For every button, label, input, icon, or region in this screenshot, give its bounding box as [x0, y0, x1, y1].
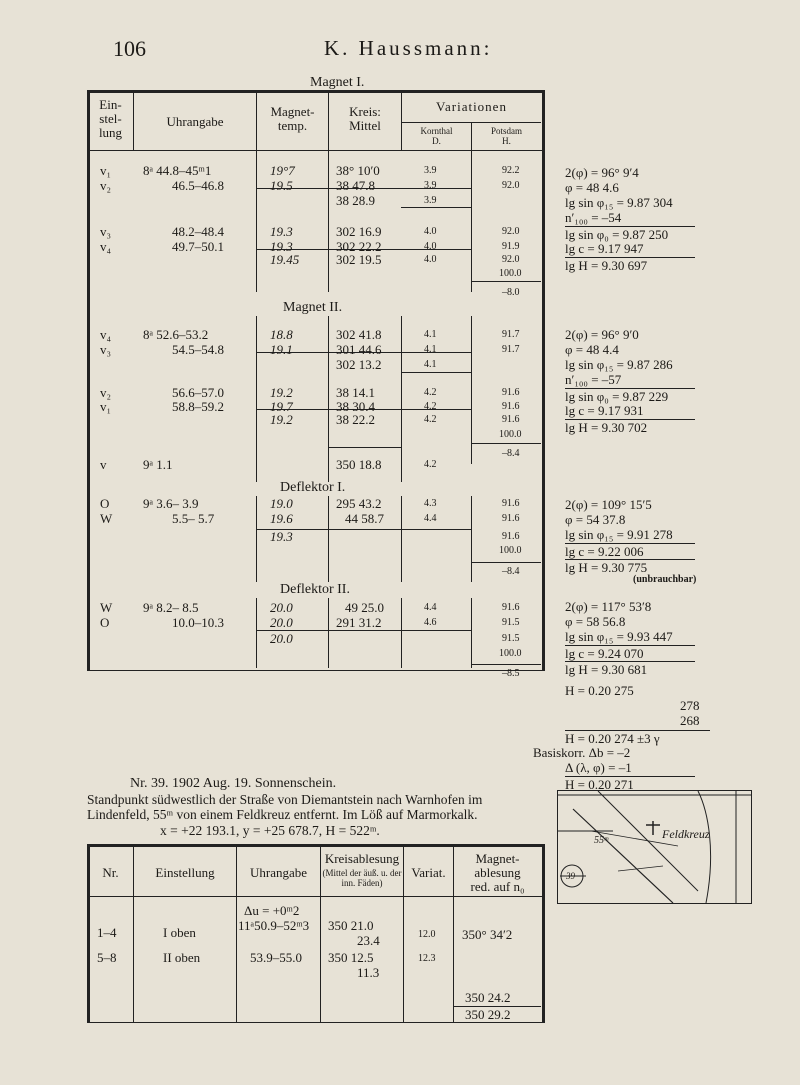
- header-variat: Variat.: [411, 865, 446, 880]
- h-value: H = 0.20 275: [565, 683, 634, 698]
- clock-value: 9ᵃ 8.2– 8.5: [143, 600, 199, 615]
- circle-mean: 38 22.2: [336, 412, 375, 427]
- temp-value: 19.2: [270, 385, 293, 400]
- temp-value: 20.0: [270, 615, 293, 630]
- circle-value: 350 18.8: [336, 457, 382, 472]
- row-magnet: 350 24.2: [465, 990, 511, 1005]
- circle-value: 291 31.2: [336, 615, 382, 630]
- temp-value: 19.3: [270, 239, 293, 254]
- potsdam-value: 100.0: [499, 648, 522, 659]
- section-title: Deflektor II.: [280, 582, 350, 597]
- temp-value: 19.1: [270, 342, 293, 357]
- result-line: φ = 54 37.8: [565, 512, 626, 527]
- kornthal-value: 4.2: [424, 459, 437, 470]
- circle-value: 38 30.4: [336, 399, 375, 414]
- circle-value: 38 14.1: [336, 385, 375, 400]
- potsdam-value: 91.7: [502, 344, 520, 355]
- row-magnet-mean: 350 29.2: [465, 1007, 511, 1022]
- station-label: v₃: [100, 224, 112, 239]
- header-potsdam: Potsdam H.: [490, 126, 522, 146]
- result-line: n′₁₀₀ = –54: [565, 210, 622, 225]
- kornthal-value: 4.2: [424, 387, 437, 398]
- result-line: 2(φ) = 117° 53′8: [565, 599, 652, 614]
- clock-value: 8ᵃ 44.8–45ᵐ1: [143, 163, 212, 178]
- station-label: v: [100, 457, 107, 472]
- location-sketch: [557, 790, 752, 904]
- row-clock: 53.9–55.0: [250, 950, 302, 965]
- result-line: φ = 58 56.8: [565, 614, 626, 629]
- potsdam-value: 100.0: [499, 545, 522, 556]
- row-clock: 11ᵃ50.9–52ᵐ3: [238, 918, 310, 933]
- circle-value: 302 41.8: [336, 327, 382, 342]
- potsdam-correction: –8.4: [502, 566, 520, 577]
- circle-mean: 302 13.2: [336, 357, 382, 372]
- row-variat: 12.0: [418, 929, 436, 940]
- circle-value: 295 43.2: [336, 496, 382, 511]
- section-title: Magnet II.: [283, 300, 343, 315]
- temp-value: 20.0: [270, 600, 293, 615]
- clock-value: 10.0–10.3: [172, 615, 224, 630]
- clock-value: 8ᵃ 52.6–53.2: [143, 327, 209, 342]
- temp-value: 18.8: [270, 327, 293, 342]
- kornthal-value: 4.4: [424, 602, 437, 613]
- kornthal-value: 4.6: [424, 617, 437, 628]
- temp-value: 19°7: [270, 163, 295, 178]
- clock-value: 54.5–54.8: [172, 342, 224, 357]
- temp-value: 19.5: [270, 178, 293, 193]
- unusable-note: (unbrauchbar): [633, 574, 697, 585]
- header-circle-note: (Mittel der äuß. u. der inn. Fäden): [322, 868, 402, 888]
- row-nr: 5–8: [97, 950, 117, 965]
- potsdam-value: 92.2: [502, 165, 520, 176]
- result-lgh: lg H = 9.30 775: [565, 559, 695, 575]
- row-circle: 23.4: [357, 933, 380, 948]
- potsdam-value: 92.0: [502, 226, 520, 237]
- delta-correction: Δ (λ, φ) = –1: [565, 760, 632, 775]
- temp-value: 19.6: [270, 511, 293, 526]
- running-head: K. Haussmann:: [324, 36, 493, 60]
- entry-title: Nr. 39. 1902 Aug. 19. Sonnenschein.: [130, 776, 337, 791]
- potsdam-correction: –8.0: [502, 287, 520, 298]
- section-title: Deflektor I.: [280, 480, 346, 495]
- kornthal-value: 4.0: [424, 254, 437, 265]
- page-number: 106: [113, 36, 146, 61]
- station-label: v₂: [100, 385, 112, 400]
- result-lgh: lg H = 9.30 702: [565, 419, 695, 435]
- station-label: v₂: [100, 178, 112, 193]
- result-line: n′₁₀₀ = –57: [565, 372, 622, 387]
- header-station: Ein- stel- lung: [98, 97, 123, 140]
- table-caption: Magnet I.: [310, 75, 365, 90]
- kornthal-value: 4.2: [424, 401, 437, 412]
- result-line: 2(φ) = 96° 9′4: [565, 165, 639, 180]
- temp-value: 19.7: [270, 399, 293, 414]
- result-line: lg sin φ₁₅ = 9.91 278: [565, 527, 673, 542]
- potsdam-correction: –8.5: [502, 668, 520, 679]
- row-setting: II oben: [163, 950, 201, 965]
- station-label: W: [100, 511, 113, 526]
- kornthal-value: 4.2: [424, 414, 437, 425]
- row-circle: 350 12.5: [328, 950, 374, 965]
- kornthal-value: 4.0: [424, 241, 437, 252]
- result-line: lg sin φ₁₅ = 9.93 447: [565, 629, 673, 644]
- result-line: lg c = 9.24 070: [565, 645, 695, 661]
- potsdam-value: 92.0: [502, 180, 520, 191]
- potsdam-value: 100.0: [499, 429, 522, 440]
- result-line: lg sin φ₀ = 9.87 250: [565, 226, 695, 242]
- entry-coordinates: x = +22 193.1, y = +25 678.7, H = 522ᵐ.: [160, 823, 380, 838]
- potsdam-value: 91.7: [502, 329, 520, 340]
- result-line: lg c = 9.17 947: [565, 241, 644, 256]
- potsdam-value: 91.5: [502, 633, 520, 644]
- kornthal-value: 4.1: [424, 359, 437, 370]
- header-circle: Kreisablesung: [324, 851, 400, 866]
- circle-value: 302 16.9: [336, 224, 382, 239]
- potsdam-value: 91.9: [502, 241, 520, 252]
- header-magnet: Magnet- ablesung red. auf n₀: [470, 851, 525, 894]
- row-magnet: 350° 34′2: [462, 927, 513, 942]
- clock-value: 48.2–48.4: [172, 224, 224, 239]
- sketch-label: Feldkreuz: [662, 827, 710, 841]
- station-label: v₁: [100, 399, 112, 414]
- result-line: lg sin φ₁₅ = 9.87 304: [565, 195, 673, 210]
- clock-value: 58.8–59.2: [172, 399, 224, 414]
- potsdam-value: 91.6: [502, 401, 520, 412]
- row-setting: I oben: [163, 925, 196, 940]
- temp-value: 19.0: [270, 496, 293, 511]
- circle-value: 301 44.6: [336, 342, 382, 357]
- kornthal-value: 4.1: [424, 329, 437, 340]
- potsdam-value: 91.6: [502, 513, 520, 524]
- h-mean: H = 0.20 274 ±3 γ: [565, 730, 710, 746]
- clock-value: 5.5– 5.7: [172, 511, 215, 526]
- result-line: 2(φ) = 109° 15′5: [565, 497, 652, 512]
- result-line: φ = 48 4.6: [565, 180, 619, 195]
- header-circle: Kreis: Mittel: [349, 104, 381, 133]
- header-magnet-temp: Magnet- temp.: [270, 104, 315, 133]
- basis-correction: Basiskorr. Δb = –2: [533, 745, 631, 760]
- potsdam-value: 92.0: [502, 254, 520, 265]
- station-label: v₄: [100, 239, 112, 254]
- circle-value: 44 58.7: [345, 511, 384, 526]
- header-setting: Einstellung: [155, 865, 215, 880]
- clock-value: 46.5–46.8: [172, 178, 224, 193]
- kornthal-value: 3.9: [424, 165, 437, 176]
- temp-mean: 20.0: [270, 631, 293, 646]
- sketch-number: 39: [566, 871, 575, 881]
- temp-value: 19.3: [270, 224, 293, 239]
- kornthal-value: 3.9: [424, 180, 437, 191]
- station-label: O: [100, 496, 110, 511]
- potsdam-value: 91.6: [502, 387, 520, 398]
- result-line: 2(φ) = 96° 9′0: [565, 327, 639, 342]
- potsdam-value: 91.5: [502, 617, 520, 628]
- circle-mean: 38 28.9: [336, 193, 375, 208]
- potsdam-value: 91.6: [502, 498, 520, 509]
- row-circle: 11.3: [357, 965, 380, 980]
- h-final: H = 0.20 271: [565, 776, 695, 792]
- clock-value: 56.6–57.0: [172, 385, 224, 400]
- circle-value: 49 25.0: [345, 600, 384, 615]
- kornthal-value: 3.9: [424, 195, 437, 206]
- sketch-drawing: [558, 791, 751, 903]
- header-clock: Uhrangabe: [166, 114, 224, 129]
- station-label: v₃: [100, 342, 112, 357]
- circle-value: 38° 10′0: [336, 163, 380, 178]
- kornthal-value: 4.4: [424, 513, 437, 524]
- clock-value: 49.7–50.1: [172, 239, 224, 254]
- result-line: lg c = 9.22 006: [565, 543, 695, 559]
- h-value: 268: [680, 713, 700, 728]
- row-variat: 12.3: [418, 953, 436, 964]
- temp-mean: 19.3: [270, 529, 293, 544]
- header-clock: Uhrangabe: [249, 865, 308, 880]
- header-nr: Nr.: [102, 865, 119, 880]
- delta-u: Δu = +0ᵐ2: [244, 903, 300, 918]
- circle-mean: 302 19.5: [336, 252, 382, 267]
- entry-text: Standpunkt südwestlich der Straße von Diemantstein nach Warnhofen im: [87, 792, 483, 807]
- sketch-distance: 55ᵐ: [594, 835, 609, 846]
- circle-value: 38 47.8: [336, 178, 375, 193]
- result-lgh: lg H = 9.30 697: [565, 257, 695, 273]
- result-line: lg sin φ₁₅ = 9.87 286: [565, 357, 673, 372]
- row-circle: 350 21.0: [328, 918, 374, 933]
- result-line: lg c = 9.17 931: [565, 403, 644, 418]
- station-label: v₄: [100, 327, 112, 342]
- temp-mean: 19.2: [270, 412, 293, 427]
- row-nr: 1–4: [97, 925, 117, 940]
- result-line: φ = 48 4.4: [565, 342, 619, 357]
- kornthal-value: 4.0: [424, 226, 437, 237]
- header-kornthal: Kornthal D.: [420, 126, 453, 146]
- h-value: 278: [680, 698, 700, 713]
- station-label: v₁: [100, 163, 112, 178]
- potsdam-value: 91.6: [502, 531, 520, 542]
- kornthal-value: 4.1: [424, 344, 437, 355]
- temp-mean: 19.45: [270, 252, 300, 267]
- station-label: W: [100, 600, 113, 615]
- clock-value: 9ᵃ 3.6– 3.9: [143, 496, 199, 511]
- circle-value: 302 22.2: [336, 239, 382, 254]
- result-line: lg sin φ₀ = 9.87 229: [565, 388, 695, 404]
- potsdam-value: 100.0: [499, 268, 522, 279]
- kornthal-value: 4.3: [424, 498, 437, 509]
- clock-value: 9ᵃ 1.1: [143, 457, 173, 472]
- station-label: O: [100, 615, 110, 630]
- result-lgh: lg H = 9.30 681: [565, 661, 695, 677]
- potsdam-value: 91.6: [502, 602, 520, 613]
- potsdam-value: 91.6: [502, 414, 520, 425]
- entry-text: Lindenfeld, 55ᵐ von einem Feldkreuz entfernt. Im Löß auf Marmorkalk.: [87, 807, 478, 822]
- potsdam-correction: –8.4: [502, 448, 520, 459]
- header-variations: Variationen: [436, 99, 507, 114]
